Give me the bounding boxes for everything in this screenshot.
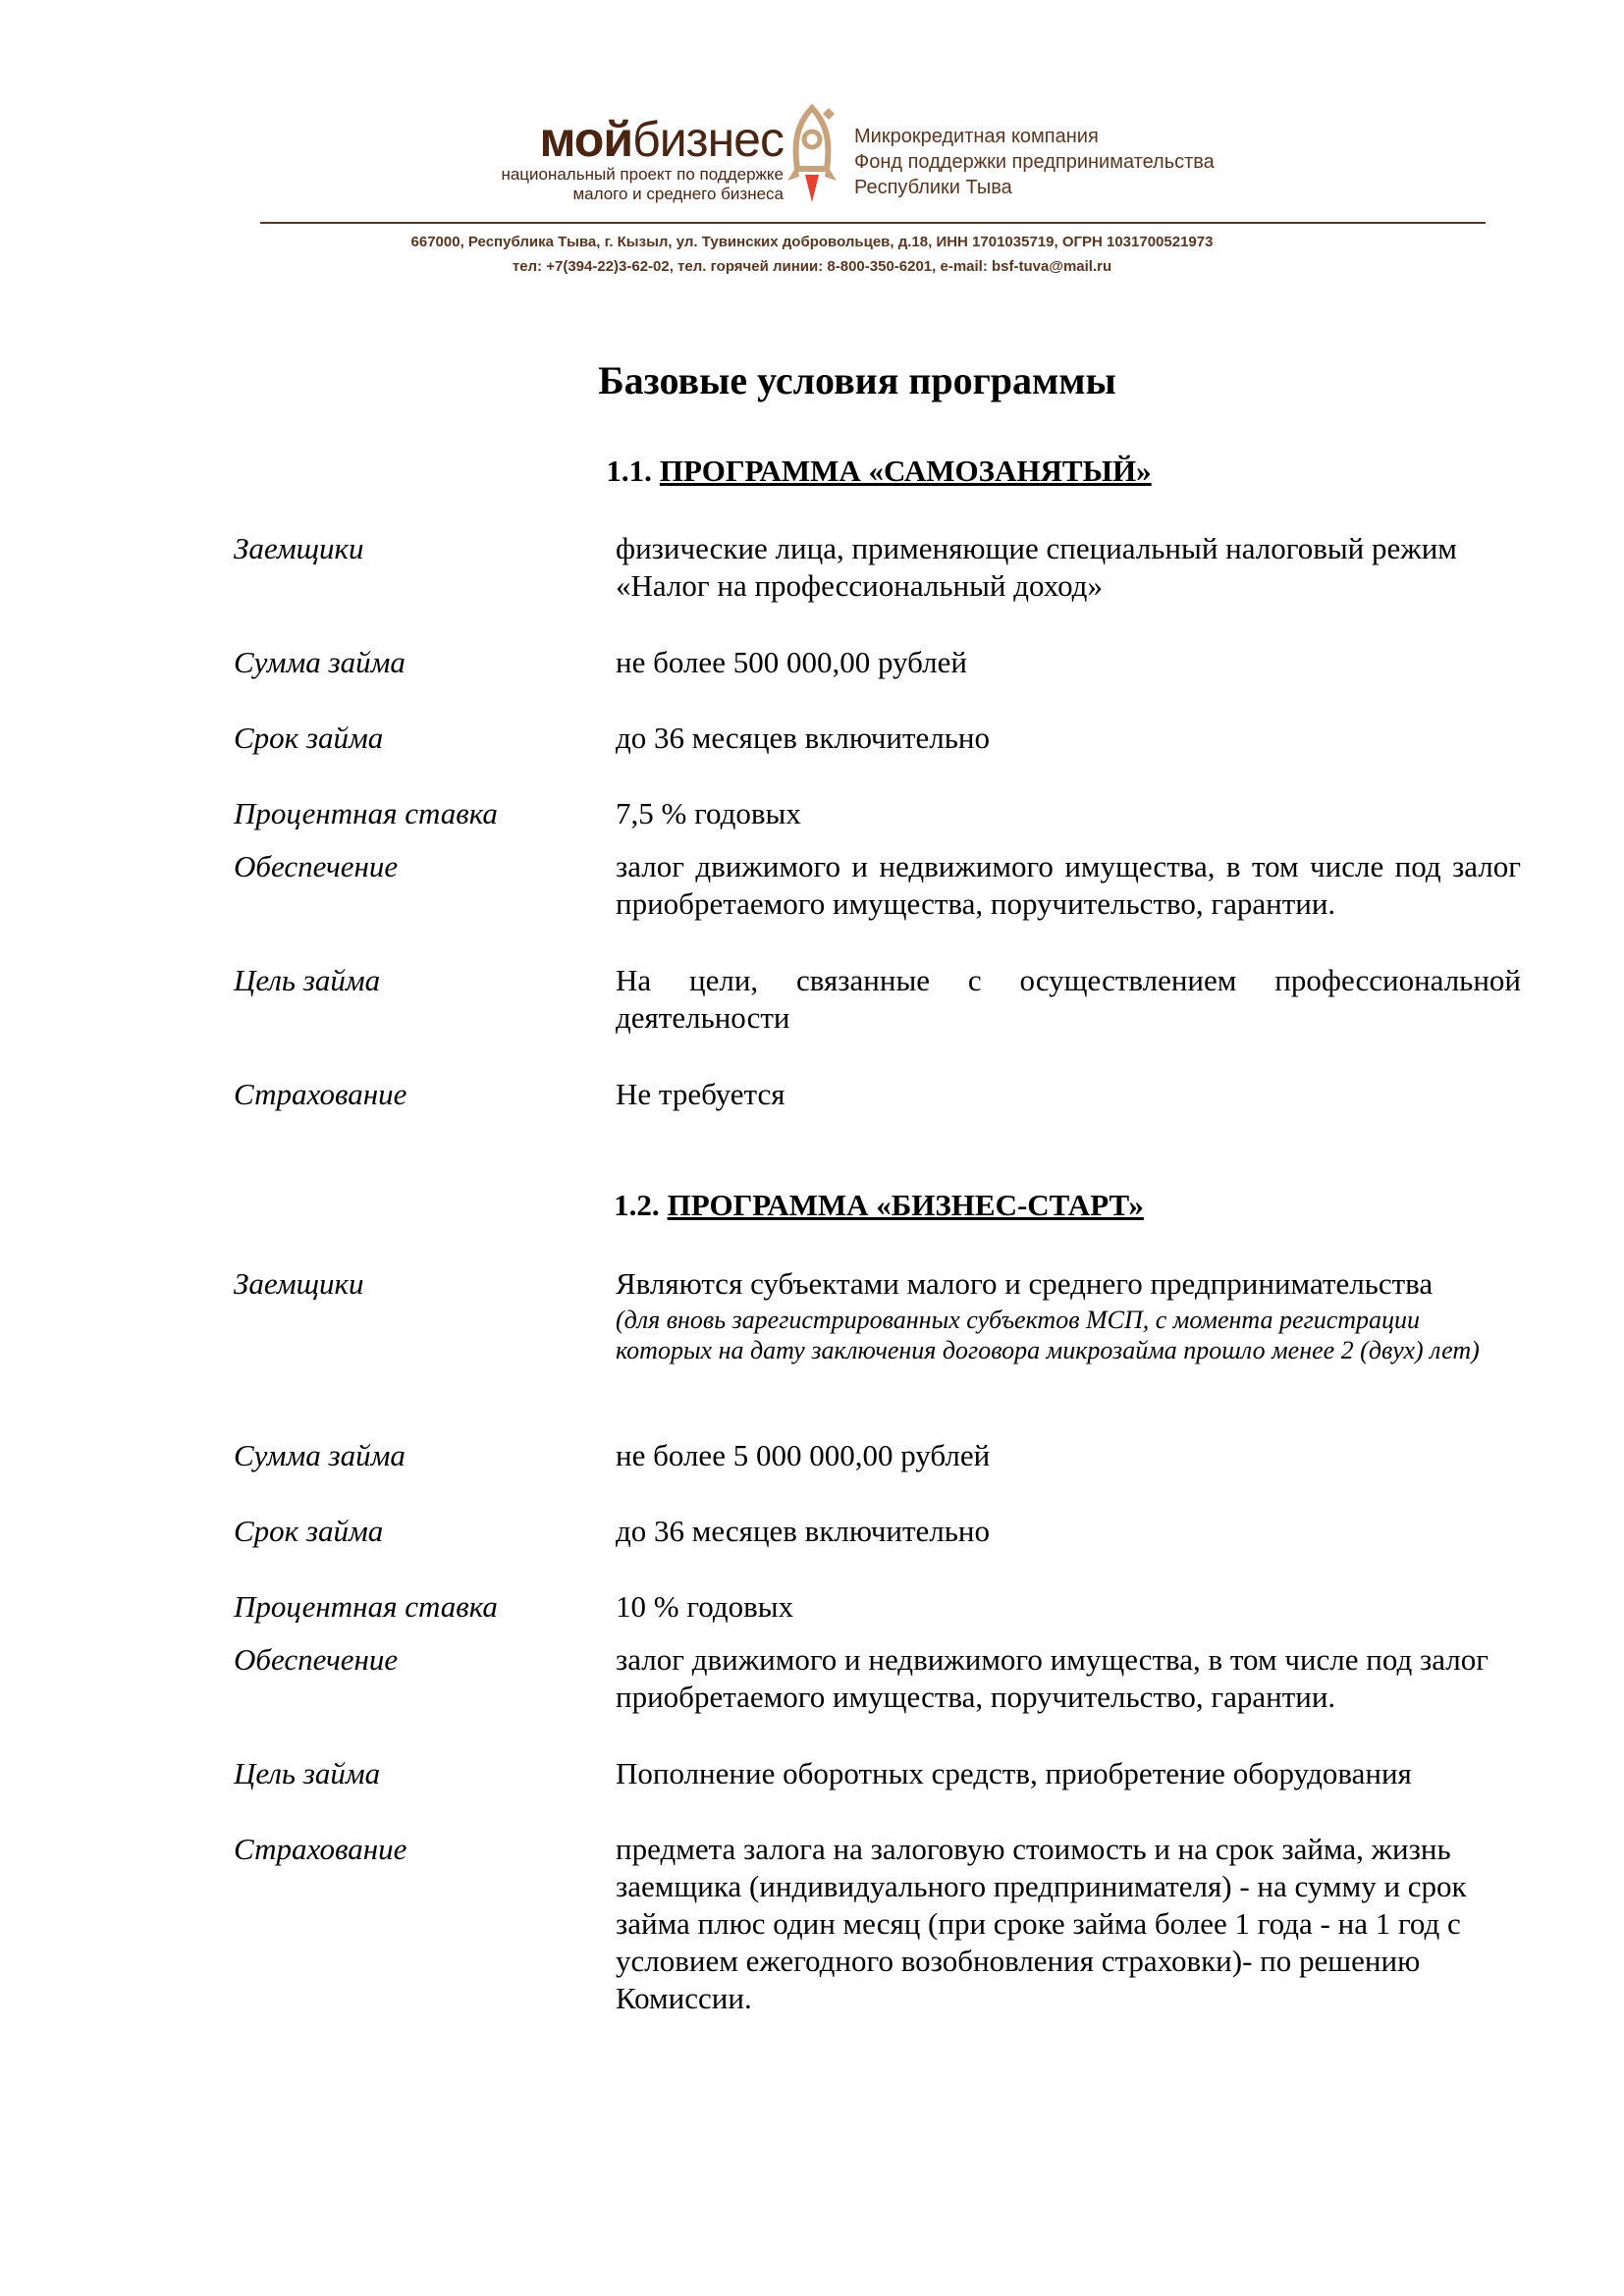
row-label: Цель займа [234, 1756, 381, 1790]
row-value: до 36 месяцев включительно [616, 1514, 991, 1548]
row-label: Страхование [234, 1832, 407, 1866]
header-divider [260, 222, 1486, 224]
row-label: Обеспечение [234, 849, 399, 883]
row-label: Сумма займа [234, 1438, 406, 1472]
row-label: Процентная ставка [234, 796, 498, 830]
letterhead [0, 0, 1624, 294]
row-value: не более 500 000,00 рублей [616, 645, 967, 679]
contacts-address: 667000, Республика Тыва, г. Кызыл, ул. Тувинских добровольцев, д.18, ИНН 1701035719, ОГРН 1031700521973 [410, 234, 1214, 250]
row-value: предмета залога на залоговую стоимость и на срок займа, жизнь заемщика (индивидуального предпринимателя) - на сумму и срок займа плюс один месяц (при сроке займа более 1 года - на 1 год с условием ежегодного возобновления страховки)- по решению Комиссии. [616, 1832, 1467, 2015]
row-label: Заемщики [234, 1266, 364, 1301]
org-name: Микрокредитная компания Фонд поддержки предпринимательства Республики Тыва [854, 126, 1215, 198]
brand-logo [499, 112, 784, 204]
row-value: 10 % годовых [616, 1589, 794, 1624]
row-value: 7,5 % годовых [616, 796, 801, 830]
brand-subtitle-line1: национальный проект по поддержке [501, 165, 784, 184]
row-value: Пополнение оборотных средств, приобретение оборудования [616, 1756, 1412, 1790]
page-title: Базовые условия программы [598, 358, 1116, 402]
row-label: Цель займа [234, 963, 381, 997]
row-value: На цели, связанные с осуществлением профессиональной деятельности [616, 963, 1521, 1035]
row-value: не более 5 000 000,00 рублей [616, 1438, 991, 1472]
row-label: Срок займа [234, 1514, 384, 1548]
program-heading-samozanyatyi: 1.1. ПРОГРАММА «САМОЗАНЯТЫЙ» [606, 454, 1152, 488]
row-value: Не требуется [616, 1077, 785, 1111]
contacts-phones: тел: +7(394-22)3-62-02, тел. горячей линии: 8-800-350-6201, e-mail: bsf-tuva@mail.ru [512, 258, 1112, 275]
rocket-icon [784, 104, 840, 206]
row-label: Сумма займа [234, 645, 406, 679]
row-value: физические лица, применяющие специальный налоговый режим «Налог на профессиональный доход» [616, 531, 1457, 603]
row-label: Срок займа [234, 721, 384, 755]
row-value: Являются субъектами малого и среднего предпринимательства (для вновь зарегистрированных субъектов МСП, с момента регистрации которых на дату заключения договора микрозайма прошло менее 2 (двух) лет) [616, 1265, 1521, 1365]
row-note: (для вновь зарегистрированных субъектов МСП, с момента регистрации которых на дату заключения договора микрозайма прошло менее 2 (двух) лет) [616, 1306, 1480, 1364]
row-label: Заемщики [234, 531, 364, 565]
program-heading-biznes-start: 1.2. ПРОГРАММА «БИЗНЕС-СТАРТ» [614, 1188, 1144, 1222]
row-label: Обеспечение [234, 1642, 399, 1677]
row-label: Страхование [234, 1077, 407, 1111]
row-value: залог движимого и недвижимого имущества, в том числе под залог приобретаемого имущества, поручительство, гарантии. [616, 1642, 1489, 1714]
row-value: до 36 месяцев включительно [616, 721, 991, 755]
row-value: залог движимого и недвижимого имущества, в том числе под залог приобретаемого имущества, поручительство, гарантии. [616, 849, 1521, 921]
brand-wordmark: мойбизнес [539, 112, 784, 167]
row-label: Процентная ставка [234, 1589, 498, 1624]
brand-subtitle-line2: малого и среднего бизнеса [572, 185, 784, 203]
